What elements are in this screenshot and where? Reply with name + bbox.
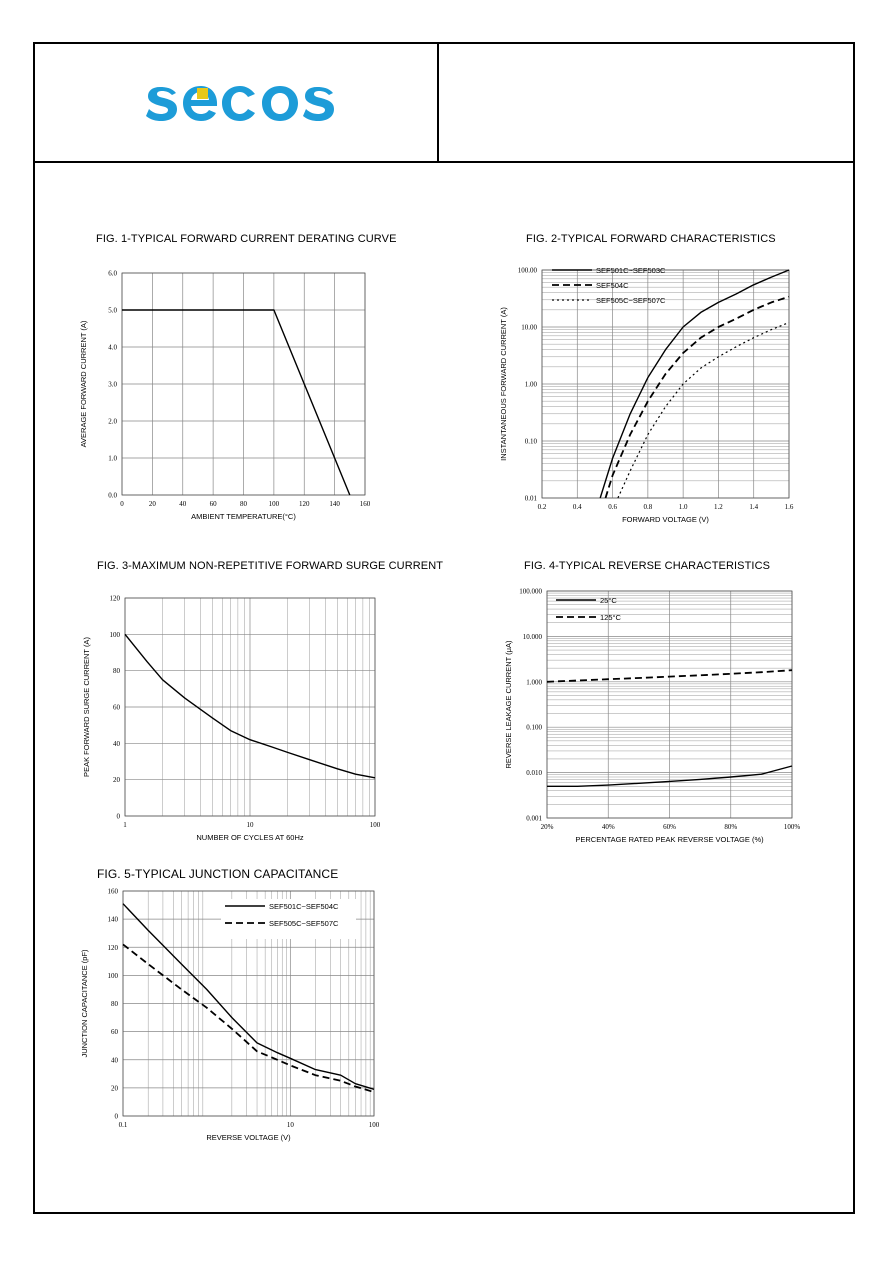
x-tick-label: 100 [268,500,280,508]
legend-label: 25°C [600,596,617,605]
y-tick-label: 0.0 [108,491,117,500]
y-tick-label: 100.000 [519,587,542,596]
fig5-title: FIG. 5-TYPICAL JUNCTION CAPACITANCE [97,867,339,881]
series-line-sef505c-sef507c [618,323,789,499]
y-tick-label: 100.00 [517,266,537,275]
y-tick-label: 0.01 [524,494,537,503]
y-tick-label: 40 [111,1056,118,1065]
y-axis-label: REVERSE LEAKAGE CURRENT (μA) [504,640,513,769]
x-tick-label: 0.4 [572,503,582,511]
y-tick-label: 0 [114,1112,118,1121]
y-tick-label: 100 [107,971,118,980]
y-tick-label: 40 [113,739,120,748]
x-tick-label: 0.6 [608,503,617,511]
x-tick-label: 1.0 [678,503,688,511]
x-tick-label: 100% [783,823,801,831]
x-tick-label: 1.4 [749,503,759,511]
x-tick-label: 80% [724,823,738,831]
y-tick-label: 5.0 [108,306,117,315]
series-line-fig1-0 [122,310,350,495]
x-tick-label: 120 [299,500,310,508]
header-column-divider [437,42,439,163]
y-tick-label: 80 [111,1000,118,1008]
y-tick-label: 20 [113,776,120,785]
legend-label: 125°C [600,613,621,622]
x-tick-label: 60 [209,500,217,508]
x-axis-label: REVERSE VOLTAGE (V) [206,1133,291,1142]
y-tick-label: 120 [107,943,118,952]
legend-label: SEF504C [596,281,629,290]
legend-label: SEF505C~SEF507C [269,919,339,928]
y-tick-label: 140 [107,915,118,924]
y-tick-label: 60 [111,1028,118,1037]
legend-label: SEF505C~SEF507C [596,296,666,305]
fig4-grid [547,591,792,818]
x-tick-label: 10 [286,1121,294,1129]
fig5-chart [60,883,400,1158]
x-tick-label: 10 [246,821,254,829]
fig5-legend [221,899,356,939]
fig1-chart [60,255,400,535]
fig1-title: FIG. 1-TYPICAL FORWARD CURRENT DERATING CURVE [96,233,397,245]
x-tick-label: 20% [540,823,554,831]
y-tick-label: 4.0 [108,343,117,352]
x-tick-label: 40 [179,500,187,508]
fig2-legend [552,266,666,305]
y-tick-label: 0.10 [524,437,537,446]
y-tick-label: 80 [113,667,120,676]
y-tick-label: 0 [116,812,120,821]
x-tick-label: 0.2 [537,503,547,511]
x-tick-label: 80 [240,500,247,508]
y-tick-label: 0.001 [526,814,542,823]
y-tick-label: 10.00 [521,323,537,332]
y-axis-label: INSTANTANEOUS FORWARD CURRENT (A) [499,307,508,461]
y-tick-label: 1.0 [108,454,117,463]
y-tick-label: 0.100 [526,723,542,732]
y-tick-label: 20 [111,1084,118,1093]
header-divider [33,161,855,163]
x-axis-label: AMBIENT TEMPERATURE(°C) [191,512,296,521]
y-tick-label: 1.00 [524,380,537,389]
x-axis-label: PERCENTAGE RATED PEAK REVERSE VOLTAGE (%) [575,835,764,844]
fig4-title: FIG. 4-TYPICAL REVERSE CHARACTERISTICS [524,560,771,572]
x-tick-label: 60% [663,823,676,831]
fig3-chart [60,583,400,858]
y-tick-label: 100 [109,630,120,639]
x-tick-label: 1 [123,821,127,829]
series-line-sef505c-sef507c [123,944,374,1092]
fig2-chart [490,255,830,540]
x-tick-label: 1.6 [784,503,794,511]
fig4-chart [490,583,830,858]
legend-label: SEF501C~SEF504C [269,902,339,911]
fig3-grid [125,598,375,816]
y-axis-label: JUNCTION CAPACITANCE (pF) [80,949,89,1058]
y-tick-label: 1.000 [526,678,542,687]
fig2-title: FIG. 2-TYPICAL FORWARD CHARACTERISTICS [526,233,776,245]
x-tick-label: 1.2 [714,503,723,511]
y-tick-label: 160 [107,887,118,896]
x-tick-label: 100 [368,1121,380,1129]
y-axis-label: PEAK FORWARD SURGE CURRENT (A) [82,637,91,777]
fig1-grid [122,273,365,495]
fig3-title: FIG. 3-MAXIMUM NON-REPETITIVE FORWARD SURGE CURRENT [97,560,444,572]
x-tick-label: 40% [601,823,615,831]
x-axis-label: FORWARD VOLTAGE (V) [622,515,709,524]
x-tick-label: 100 [369,821,381,829]
y-tick-label: 3.0 [108,380,117,389]
x-tick-label: 20 [148,500,156,508]
legend-label: SEF501C~SEF503C [596,266,666,275]
y-axis-label: AVERAGE FORWARD CURRENT (A) [79,320,88,448]
y-tick-label: 60 [113,703,120,712]
y-tick-label: 2.0 [108,417,117,426]
y-tick-label: 10.000 [522,632,542,641]
x-tick-label: 0.1 [118,1121,128,1129]
x-axis-label: NUMBER OF CYCLES AT 60Hz [196,833,304,842]
x-tick-label: 0 [120,500,124,508]
x-tick-label: 140 [329,500,340,508]
x-tick-label: 160 [359,500,371,508]
secos-logo [146,80,336,124]
y-tick-label: 0.010 [526,769,542,778]
fig2-grid [542,270,789,498]
x-tick-label: 0.8 [643,503,653,511]
y-tick-label: 6.0 [108,269,117,278]
y-tick-label: 120 [109,594,120,603]
